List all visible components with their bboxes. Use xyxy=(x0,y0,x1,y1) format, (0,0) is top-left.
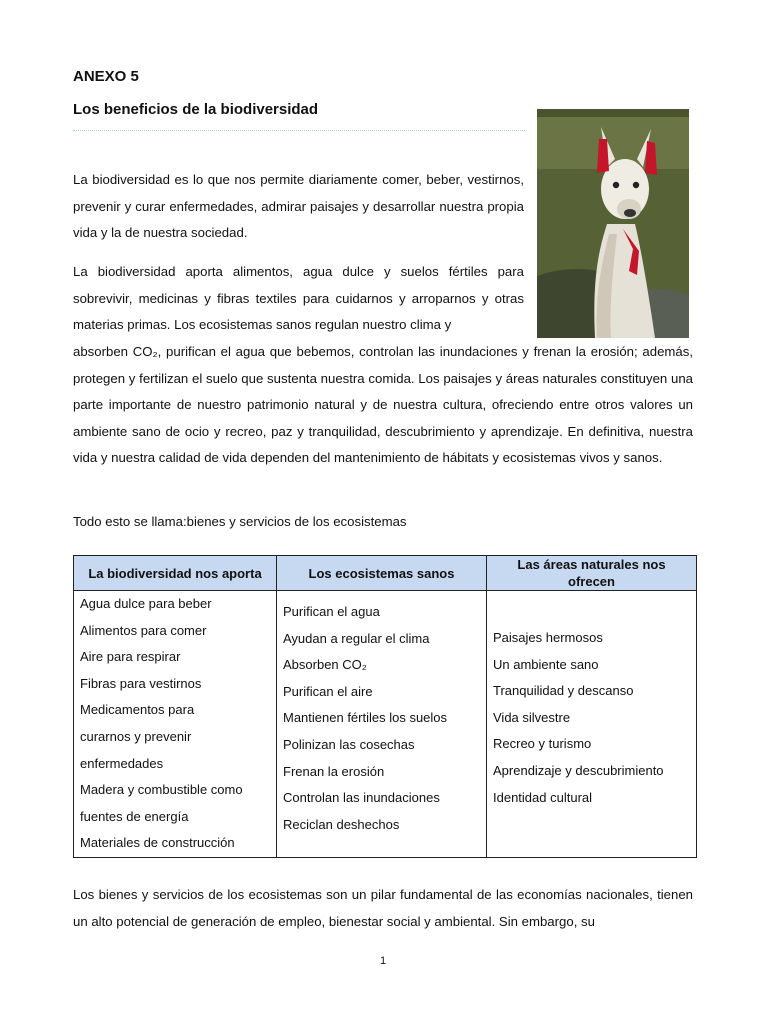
annex-label: ANEXO 5 xyxy=(73,68,139,85)
list-item: Fibras para vestirnos xyxy=(80,675,202,691)
list-item: Alimentos para comer xyxy=(80,622,207,638)
benefits-table xyxy=(73,555,697,858)
list-item: Un ambiente sano xyxy=(493,656,599,672)
paragraph-ecosystem-services: Todo esto se llama:bienes y servicios de los ecosistemas xyxy=(73,514,407,529)
title-divider xyxy=(73,130,525,131)
list-item: enfermedades xyxy=(80,755,164,771)
list-item: fuentes de energía xyxy=(80,808,189,824)
list-item: Vida silvestre xyxy=(493,709,571,725)
list-item: Materiales de construcción xyxy=(80,835,235,851)
paragraph-benefits-a: La biodiversidad aporta alimentos, agua dulce y suelos fértiles para sobrevivir, medicinas y fibras textiles para cuidarnos y arroparnos y otras materias primas. Los ecosistemas sanos regulan nuestro clima y xyxy=(73,264,524,333)
list-item: Polinizan las cosechas xyxy=(283,736,415,752)
list-item: Purifican el agua xyxy=(283,604,380,619)
list-item: Absorben CO₂ xyxy=(283,657,367,673)
list-item: Recreo y turismo xyxy=(493,736,592,752)
list-item: Madera y combustible como xyxy=(80,782,243,798)
list-item: Medicamentos para xyxy=(80,702,195,718)
paragraph-economy: Los bienes y servicios de los ecosistemas son un pilar fundamental de las economías nacionales, tienen un alto potencial de generación de empleo, bienestar social y ambiental. Sin embargo, su xyxy=(73,887,693,929)
paragraph-intro: La biodiversidad es lo que nos permite diariamente comer, beber, vestirnos, prevenir y curar enfermedades, admirar paisajes y desarrollar nuestra propia vida y la de nuestra sociedad. xyxy=(73,172,524,241)
list-item: Controlan las inundaciones xyxy=(283,790,440,806)
list-item: Paisajes hermosos xyxy=(493,630,603,645)
table-cell-ecosystems xyxy=(277,591,487,858)
table-header: La biodiversidad nos aporta xyxy=(74,556,277,591)
list-item: Identidad cultural xyxy=(493,789,593,805)
table-header: Los ecosistemas sanos xyxy=(277,556,487,591)
list-item: Aprendizaje y descubrimiento xyxy=(493,762,664,778)
list-item: Purifican el aire xyxy=(283,683,373,699)
list-item: Mantienen fértiles los suelos xyxy=(283,710,448,726)
list-item: Frenan la erosión xyxy=(283,763,385,779)
page-title: Los beneficios de la biodiversidad xyxy=(73,101,319,118)
list-item: Aire para respirar xyxy=(80,649,181,665)
table-cell-natural-areas xyxy=(487,591,697,858)
list-item: Ayudan a regular el clima xyxy=(283,630,430,646)
list-item: curarnos y prevenir xyxy=(80,728,192,744)
table-cell-biodiversity xyxy=(74,591,277,858)
list-item: Agua dulce para beber xyxy=(80,596,212,611)
page-number: 1 xyxy=(380,955,387,967)
list-item: Reciclan deshechos xyxy=(283,816,400,832)
table-header: Las áreas naturales nos ofrecen xyxy=(487,556,697,591)
llama-photo-icon xyxy=(537,109,689,338)
list-item: Tranquilidad y descanso xyxy=(493,683,634,699)
paragraph-benefits-b: absorben CO₂, purifican el agua que bebemos, controlan las inundaciones y frenan la erosión; además, protegen y fertilizan el suelo que sustenta nuestra comida. Los paisajes y áreas naturales constituyen una parte importante de nuestro patrimonio natural y de nuestra cultura, ofreciendo entre otros valores un ambiente sano de ocio y recreo, paz y tranquilidad, descubrimiento y aprendizaje. En definitiva, nuestra vida y nuestra calidad de vida dependen del mantenimiento de hábitats y ecosistemas vivos y sanos. xyxy=(73,344,693,466)
